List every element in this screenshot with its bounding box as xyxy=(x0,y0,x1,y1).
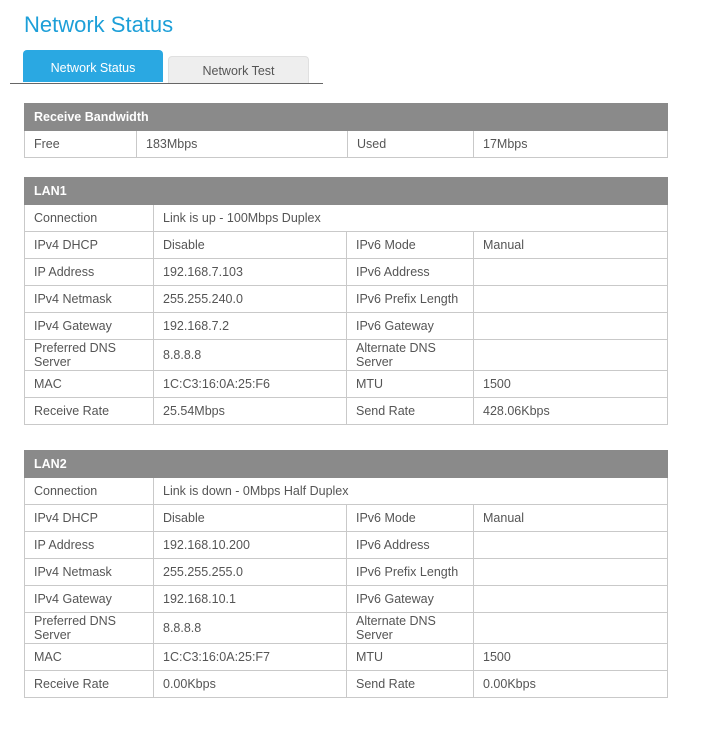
row-value: Disable xyxy=(154,232,347,259)
row-label: Receive Rate xyxy=(25,671,154,698)
row-label: IPv4 Gateway xyxy=(25,313,154,340)
row-value: 25.54Mbps xyxy=(154,398,347,425)
row-label: IPv6 Gateway xyxy=(347,586,474,613)
row-label: IPv4 Netmask xyxy=(25,559,154,586)
row-label: Send Rate xyxy=(347,398,474,425)
table-row xyxy=(25,340,668,371)
lan2-table xyxy=(24,450,668,698)
table-row xyxy=(25,313,668,340)
row-value: 428.06Kbps xyxy=(474,398,668,425)
tab-network-test[interactable]: Network Test xyxy=(168,56,309,83)
row-value: 255.255.240.0 xyxy=(154,286,347,313)
row-label: IPv6 Address xyxy=(347,259,474,286)
tab-bar xyxy=(10,50,323,84)
table-row xyxy=(25,505,668,532)
row-label: IPv4 Gateway xyxy=(25,586,154,613)
row-value xyxy=(474,259,668,286)
row-value xyxy=(474,286,668,313)
row-value xyxy=(474,313,668,340)
row-value: 8.8.8.8 xyxy=(154,340,347,371)
used-value: 17Mbps xyxy=(474,131,668,158)
connection-label: Connection xyxy=(25,478,154,505)
row-label: MTU xyxy=(347,644,474,671)
free-value: 183Mbps xyxy=(137,131,348,158)
table-row xyxy=(25,131,668,158)
row-label: IPv6 Mode xyxy=(347,232,474,259)
table-row xyxy=(25,559,668,586)
row-label: Preferred DNS Server xyxy=(25,613,154,644)
table-row xyxy=(25,398,668,425)
row-value: Manual xyxy=(474,505,668,532)
row-value: 1C:C3:16:0A:25:F7 xyxy=(154,644,347,671)
row-value: 1500 xyxy=(474,371,668,398)
row-label: IP Address xyxy=(25,532,154,559)
row-value: 192.168.10.1 xyxy=(154,586,347,613)
row-label: IP Address xyxy=(25,259,154,286)
lan1-table xyxy=(24,177,668,425)
row-value: 255.255.255.0 xyxy=(154,559,347,586)
row-value: 1500 xyxy=(474,644,668,671)
row-label: IPv6 Prefix Length xyxy=(347,286,474,313)
row-value: 192.168.7.2 xyxy=(154,313,347,340)
row-label: Receive Rate xyxy=(25,398,154,425)
row-value xyxy=(474,532,668,559)
table-row xyxy=(25,259,668,286)
row-value xyxy=(474,340,668,371)
table-row xyxy=(25,205,668,232)
row-value: 0.00Kbps xyxy=(474,671,668,698)
table-row xyxy=(25,371,668,398)
row-label: IPv6 Address xyxy=(347,532,474,559)
row-label: IPv6 Gateway xyxy=(347,313,474,340)
row-label: IPv4 Netmask xyxy=(25,286,154,313)
connection-label: Connection xyxy=(25,205,154,232)
tab-network-status[interactable]: Network Status xyxy=(23,50,163,82)
lan2-header: LAN2 xyxy=(25,451,668,478)
row-label: IPv4 DHCP xyxy=(25,505,154,532)
row-label: Preferred DNS Server xyxy=(25,340,154,371)
row-value: 192.168.7.103 xyxy=(154,259,347,286)
table-row xyxy=(25,671,668,698)
used-label: Used xyxy=(348,131,474,158)
receive-bandwidth-header: Receive Bandwidth xyxy=(25,104,668,131)
row-value: 192.168.10.200 xyxy=(154,532,347,559)
row-value: 8.8.8.8 xyxy=(154,613,347,644)
table-row xyxy=(25,232,668,259)
row-label: MTU xyxy=(347,371,474,398)
row-label: Send Rate xyxy=(347,671,474,698)
row-value: 0.00Kbps xyxy=(154,671,347,698)
row-label: MAC xyxy=(25,371,154,398)
table-row xyxy=(25,644,668,671)
table-row xyxy=(25,286,668,313)
table-row xyxy=(25,586,668,613)
row-label: Alternate DNS Server xyxy=(347,340,474,371)
row-value xyxy=(474,586,668,613)
row-label: Alternate DNS Server xyxy=(347,613,474,644)
row-value: Disable xyxy=(154,505,347,532)
table-row xyxy=(25,613,668,644)
row-value xyxy=(474,613,668,644)
row-value xyxy=(474,559,668,586)
row-label: MAC xyxy=(25,644,154,671)
row-value: Manual xyxy=(474,232,668,259)
row-label: IPv4 DHCP xyxy=(25,232,154,259)
row-value: 1C:C3:16:0A:25:F6 xyxy=(154,371,347,398)
table-row xyxy=(25,478,668,505)
free-label: Free xyxy=(25,131,137,158)
connection-value: Link is up - 100Mbps Duplex xyxy=(154,205,668,232)
receive-bandwidth-table xyxy=(24,103,668,158)
lan1-header: LAN1 xyxy=(25,178,668,205)
row-label: IPv6 Mode xyxy=(347,505,474,532)
row-label: IPv6 Prefix Length xyxy=(347,559,474,586)
page-title: Network Status xyxy=(24,12,174,37)
connection-value: Link is down - 0Mbps Half Duplex xyxy=(154,478,668,505)
table-row xyxy=(25,532,668,559)
